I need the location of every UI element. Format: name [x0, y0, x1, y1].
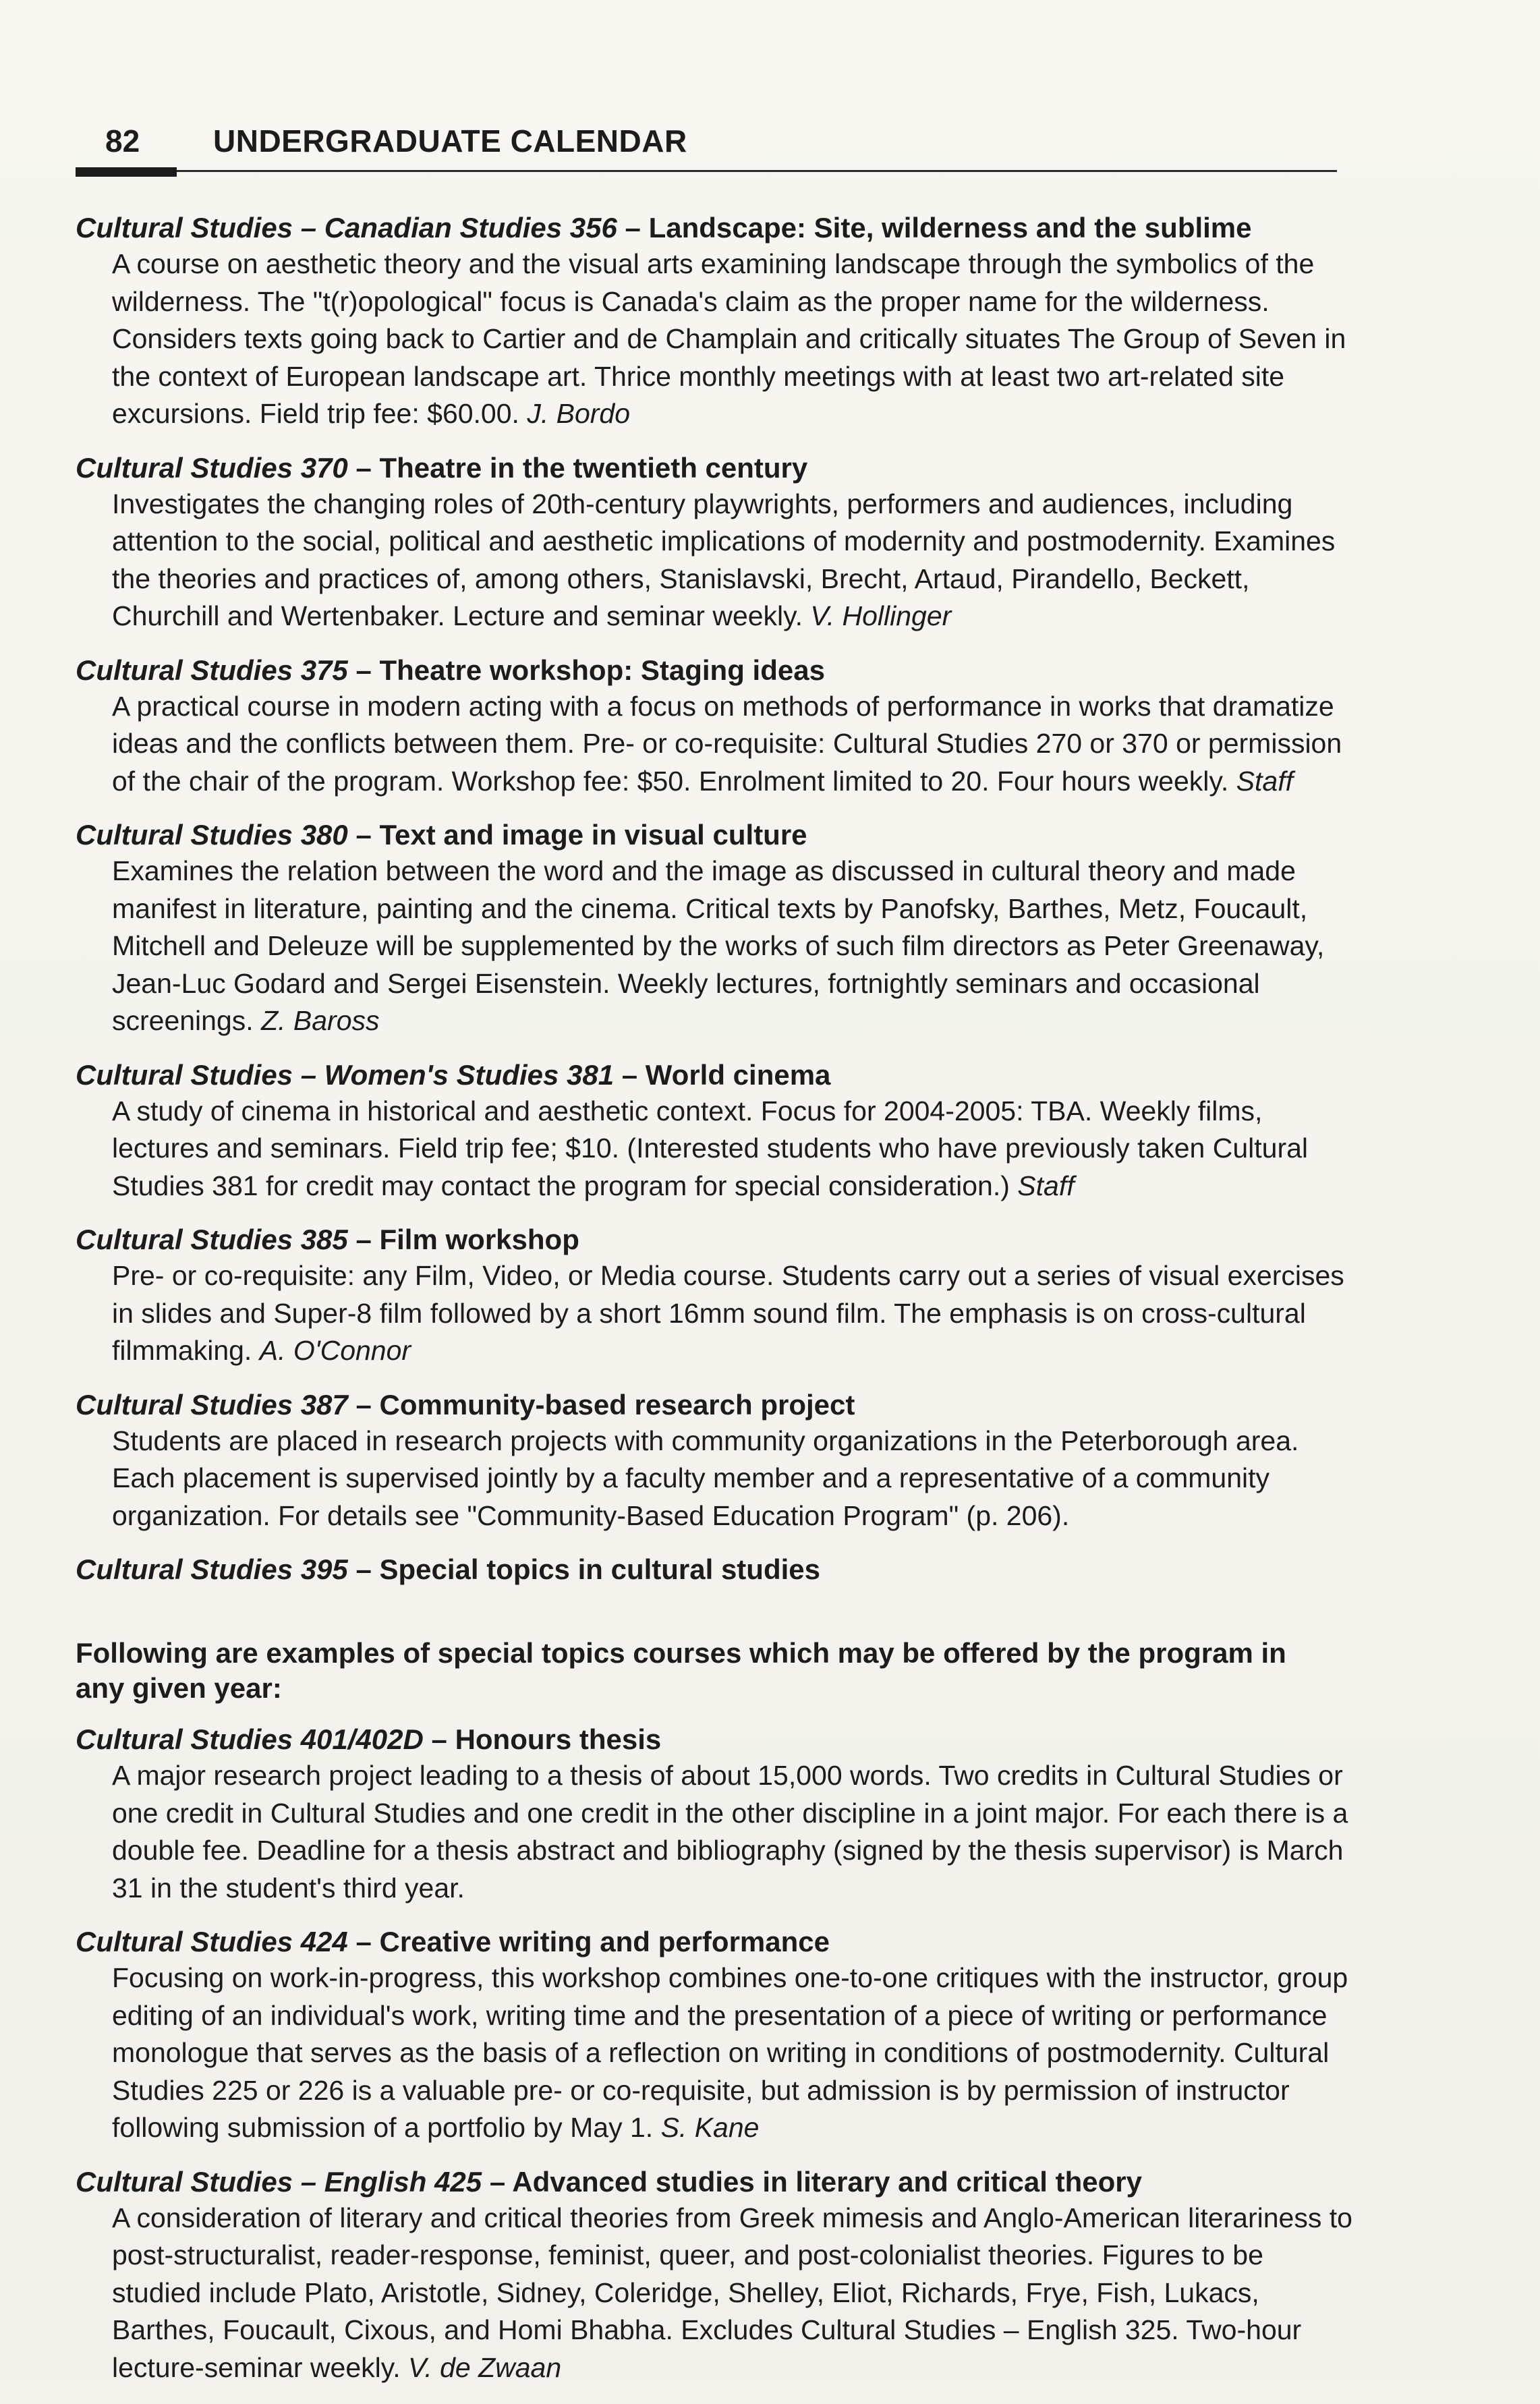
course-instructor: S. Kane	[660, 2112, 760, 2143]
course-heading: Cultural Studies 424 – Creative writing and performance	[76, 1926, 830, 1957]
course-description-text: Students are placed in research projects with community organizations in the Peterborough area. Each placement is supervised jointly by a faculty member and a representative of a community organization. For details see "Community-Based Education Program" (p. 206).	[112, 1425, 1299, 1531]
course-heading: Cultural Studies – English 425 – Advanced studies in literary and critical theory	[76, 2165, 1142, 2198]
course-entry	[76, 653, 1344, 801]
course-description	[112, 1093, 1353, 1205]
running-head: UNDERGRADUATE CALENDAR	[213, 123, 687, 159]
course-heading: Cultural Studies – Women's Studies 381 – World cinema	[76, 1058, 831, 1091]
header-rule	[76, 170, 1337, 172]
course-heading: Cultural Studies 387 – Community-based research project	[76, 1388, 855, 1421]
course-title: Film workshop	[379, 1224, 579, 1255]
course-description	[112, 853, 1353, 1040]
course-description-text: A course on aesthetic theory and the visual arts examining landscape through the symbolics of the wilderness. The "t(r)opological" focus is Canada's claim as the proper name for the wilderness. Considers texts going back to Cartier and de Champlain and critically situates The Group of Seven in the context of European landscape art. Thrice monthly meetings with at least two art-related site excursions. Field trip fee: $60.00.	[112, 248, 1346, 429]
course-description	[112, 2200, 1353, 2387]
course-code: Cultural Studies 375	[76, 654, 348, 686]
course-code: Cultural Studies 387	[76, 1388, 348, 1421]
course-entry	[76, 818, 1344, 1040]
course-code: Cultural Studies – English 425	[76, 2165, 482, 2198]
course-description-text: Pre- or co-requisite: any Film, Video, or Media course. Students carry out a series of visual exercises in slides and Super-8 film followed by a short 16mm sound film. The emphasis is on cross-cultural filmmaking.	[112, 1260, 1344, 1366]
course-title: Advanced studies in literary and critical theory	[512, 2165, 1142, 2198]
course-instructor: Staff	[1236, 765, 1293, 797]
course-heading: Cultural Studies 375 – Theatre workshop: Staging ideas	[76, 654, 825, 686]
course-code: Cultural Studies – Women's Studies 381	[76, 1058, 615, 1091]
course-code: Cultural Studies 401/402D	[76, 1723, 424, 1755]
course-heading: Cultural Studies 401/402D – Honours thesis	[76, 1723, 662, 1755]
course-description-text: A consideration of literary and critical theories from Greek mimesis and Anglo-American literariness to post-structuralist, reader-response, feminist, queer, and post-colonialist theories. Figures to be studied include Plato, Aristotle, Sidney, Coleridge, Shelley, Eliot, Richards, Frye, Fish, Lukacs, Barthes, Foucault, Cixous, and Homi Bhabha. Excludes Cultural Studies – English 325. Two-hour lecture-seminar weekly.	[112, 2202, 1352, 2383]
course-entry	[76, 1222, 1344, 1370]
course-heading: Cultural Studies 395 – Special topics in cultural studies	[76, 1553, 820, 1585]
course-title: Theatre in the twentieth century	[379, 451, 808, 484]
course-description-text: Examines the relation between the word and the image as discussed in cultural theory and made manifest in literature, painting and the cinema. Critical texts by Panofsky, Barthes, Metz, Foucault, Mitchell and Deleuze will be supplemented by the works of such film directors as Peter Greenaway, Jean-Luc Godard and Sergei Eisenstein. Weekly lectures, fortnightly seminars and occasional screenings.	[112, 855, 1325, 1036]
course-title: Landscape: Site, wilderness and the sublime	[648, 212, 1252, 244]
course-description-text: A major research project leading to a thesis of about 15,000 words. Two credits in Cultural Studies or one credit in Cultural Studies and one credit in the other discipline in a joint major. For each there is a double fee. Deadline for a thesis abstract and bibliography (signed by the thesis supervisor) is March 31 in the student's third year.	[112, 1760, 1348, 1904]
course-description	[112, 486, 1353, 635]
course-description-text: A study of cinema in historical and aesthetic context. Focus for 2004-2005: TBA. Weekly films, lectures and seminars. Field trip fee; $10. (Interested students who have previously taken Cultural Studies 381 for credit may contact the program for special consideration.)	[112, 1095, 1309, 1201]
course-title: Text and image in visual culture	[379, 819, 807, 851]
course-instructor: V. Hollinger	[810, 600, 952, 631]
course-description	[112, 1423, 1353, 1535]
course-description-text: Investigates the changing roles of 20th-century playwrights, performers and audiences, including attention to the social, political and aesthetic implications of modernity and postmodernity. Examines the theories and practices of, among others, Stanislavski, Brecht, Artaud, Pirandello, Beckett, Churchill and Wertenbaker. Lecture and seminar weekly.	[112, 488, 1336, 631]
course-description	[112, 1757, 1353, 1907]
course-title: Special topics in cultural studies	[379, 1553, 820, 1585]
course-instructor: Z. Baross	[261, 1005, 380, 1036]
course-instructor: A. O'Connor	[259, 1335, 411, 1366]
course-title: Theatre workshop: Staging ideas	[379, 654, 825, 686]
page-header	[76, 113, 1337, 178]
course-heading: Cultural Studies 370 – Theatre in the twentieth century	[76, 451, 808, 484]
course-title: World cinema	[645, 1058, 831, 1091]
special-topics-note: Following are examples of special topics courses which may be offered by the program in any given year:	[76, 1637, 1286, 1704]
course-heading: Cultural Studies – Canadian Studies 356 – Landscape: Site, wilderness and the sublime	[76, 212, 1252, 244]
course-code: Cultural Studies 380	[76, 819, 348, 851]
course-code: Cultural Studies 370	[76, 451, 348, 484]
course-title: Community-based research project	[379, 1388, 855, 1421]
course-description	[112, 1257, 1353, 1370]
course-code: Cultural Studies 424	[76, 1926, 348, 1957]
course-entry	[76, 1924, 1348, 2147]
page-number: 82	[105, 123, 140, 159]
course-description	[112, 688, 1353, 801]
course-entry	[76, 1387, 1344, 1535]
course-code: Cultural Studies 395	[76, 1553, 348, 1585]
header-rule-tab	[76, 167, 177, 177]
course-entry	[76, 2165, 1352, 2387]
course-entry	[76, 1722, 1348, 1907]
course-heading: Cultural Studies 380 – Text and image in visual culture	[76, 819, 807, 851]
course-description	[112, 246, 1353, 433]
course-instructor: V. de Zwaan	[408, 2351, 562, 2383]
course-title: Honours thesis	[455, 1723, 662, 1755]
course-entry	[76, 1058, 1344, 1205]
course-code: Cultural Studies 385	[76, 1224, 348, 1255]
course-title: Creative writing and performance	[379, 1926, 830, 1957]
course-instructor: Staff	[1017, 1170, 1075, 1201]
course-instructor: J. Bordo	[527, 398, 631, 429]
course-code: Cultural Studies – Canadian Studies 356	[76, 212, 617, 244]
course-heading: Cultural Studies 385 – Film workshop	[76, 1224, 579, 1255]
course-entry	[76, 451, 1344, 635]
course-description-text: Focusing on work-in-progress, this workshop combines one-to-one critiques with the instructor, group editing of an individual's work, writing time and the presentation of a piece of writing or performance monologue that serves as the basis of a reflection on writing in conditions of postmodernity. Cultural Studies 225 or 226 is a valuable pre- or co-requisite, but admission is by permission of instructor following submission of a portfolio by May 1.	[112, 1962, 1348, 2143]
course-listing	[76, 210, 1352, 2404]
course-entry	[76, 1552, 1344, 1587]
course-description	[112, 1959, 1353, 2147]
course-description-text: A practical course in modern acting with a focus on methods of performance in works that dramatize ideas and the conflicts between them. Pre- or co-requisite: Cultural Studies 270 or 370 or permission of the chair of the program. Workshop fee: $50. Enrolment limited to 20. Four hours weekly.	[112, 690, 1342, 797]
course-entry	[76, 210, 1344, 433]
